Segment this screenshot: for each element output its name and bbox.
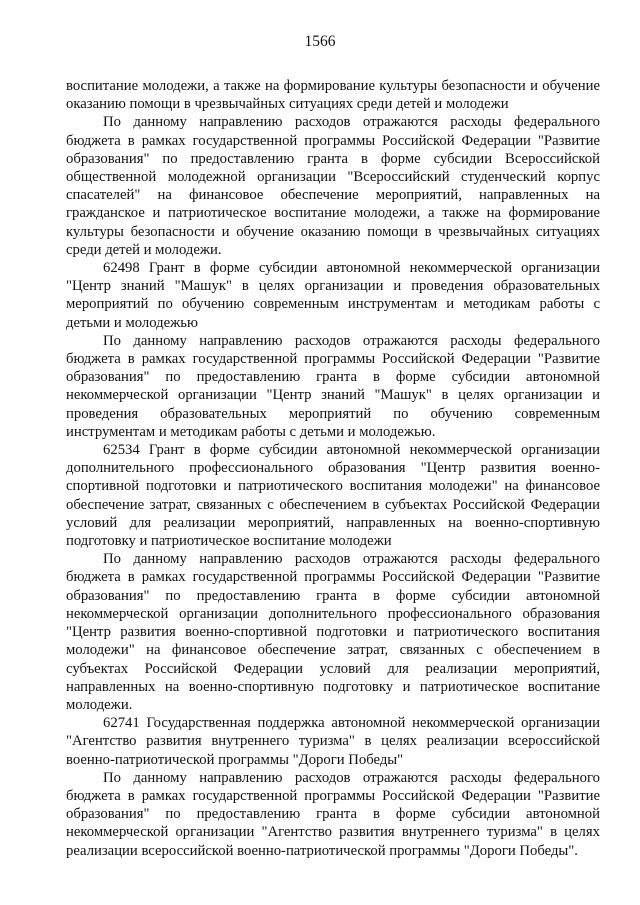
- paragraph-description-62534: По данному направлению расходов отражаются расходы федерального бюджета в рамках государственной программы Российской Федерации "Развитие образования" по предоставлению гранта в форме субсидии автономной некоммерческой организации дополнительного профессионального образования "Центр развития военно-спортивной подготовки и патриотического воспитания молодежи" на финансовое обеспечение затрат, связанных с обеспечением в субъектах Российской Федерации условий для реализации мероприятий, направленных на военно-спортивную подготовку и патриотическое воспитание молодежи.: [66, 551, 600, 713]
- page-number: 1566: [304, 33, 336, 50]
- document-body: [66, 77, 600, 860]
- paragraph-description-62495: По данному направлению расходов отражаются расходы федерального бюджета в рамках государственной программы Российской Федерации "Развитие образования" по предоставлению гранта в форме субсидии Всероссийской общественной молодежной организации "Всероссийский студенческий корпус спасателей" на финансовое обеспечение мероприятий, направленных на гражданское и патриотическое воспитание молодежи, а также на формирование культуры безопасности и обучение оказанию помощи в чрезвычайных ситуациях среди детей и молодежи.: [66, 114, 600, 258]
- paragraph-heading-62498: 62498 Грант в форме субсидии автономной некоммерческой организации "Центр знаний "Машук" в целях организации и проведения образовательных мероприятий по обучению современным инструментам и методикам работы с детьми и молодежью: [66, 260, 600, 331]
- paragraph-continuation: воспитание молодежи, а также на формирование культуры безопасности и обучение оказанию помощи в чрезвычайных ситуациях среди детей и молодежи: [66, 78, 600, 113]
- paragraph-description-62498: По данному направлению расходов отражаются расходы федерального бюджета в рамках государственной программы Российской Федерации "Развитие образования" по предоставлению гранта в форме субсидии автономной некоммерческой организации "Центр знаний "Машук" в целях организации и проведения образовательных мероприятий по обучению современным инструментам и методикам работы с детьми и молодежью.: [66, 332, 600, 440]
- paragraph-description-62741: По данному направлению расходов отражаются расходы федерального бюджета в рамках государственной программы Российской Федерации "Развитие образования" по предоставлению гранта в форме субсидии автономной некоммерческой организации "Агентство развития внутреннего туризма" в целях реализации всероссийской военно-патриотической программы "Дороги Победы".: [66, 769, 600, 859]
- paragraph-heading-62534: 62534 Грант в форме субсидии автономной некоммерческой организации дополнительного профессионального образования "Центр развития военно-спортивной подготовки и патриотического воспитания молодежи" на финансовое обеспечение затрат, связанных с обеспечением в субъектах Российской Федерации условий для реализации мероприятий, направленных на военно-спортивную подготовку и патриотическое воспитание молодежи: [66, 442, 600, 550]
- paragraph-heading-62741: 62741 Государственная поддержка автономной некоммерческой организации "Агентство развития внутреннего туризма" в целях реализации всероссийской военно-патриотической программы "Дороги Победы": [66, 715, 600, 768]
